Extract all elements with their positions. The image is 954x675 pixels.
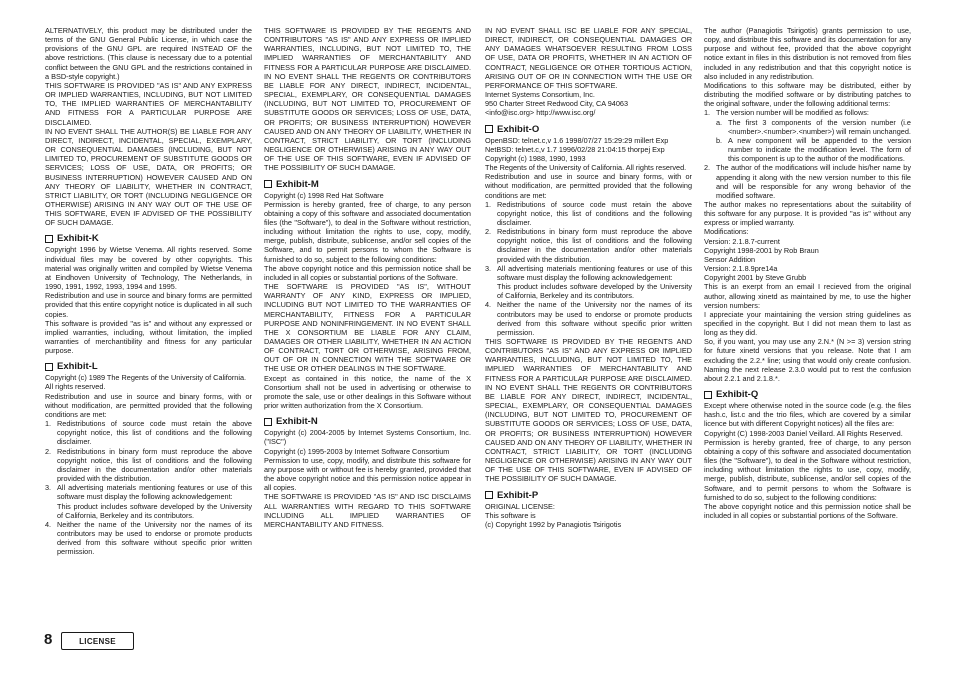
isc-liability: IN NO EVENT SHALL ISC BE LIABLE FOR ANY SPECIAL, DIRECT, INDIRECT, OR CONSEQUENTIAL DAMAGES OR ANY DAMAGES WHATSOEVER RESULTING FROM LOSS OF USE, DATA OR PROFITS, WHETHER IN AN ACTION OF CONTRACT, NEGLIGENCE OR OTHER TORTIOUS ACTION, ARISING OUT OF OR IN CONNECTION WITH THE USE OR PERFORMANCE OF THIS SOFTWARE.: [485, 26, 692, 90]
list-item: [485, 264, 692, 282]
list-item: [485, 300, 692, 337]
modifications-terms: Modifications to this software may be distributed, either by distributing the modified software or by distributing patches to the original software, under the following additional terms:: [704, 80, 911, 109]
list-number: 4.: [45, 519, 52, 529]
list-item: [45, 502, 252, 520]
list-number: a.: [716, 117, 723, 127]
page-number: 8: [44, 631, 53, 648]
exhibit-n-heading: [264, 416, 471, 427]
exhibit-p-title: Exhibit-P: [497, 489, 539, 501]
exhibit-q-notice: The above copyright notice and this permission notice shall be included in all copies or substantial portions of the Software.: [704, 501, 911, 520]
list-text: Neither the name of the University nor the names of its contributors may be used to endorse or promote products derived from this software without specific prior written permission.: [497, 300, 692, 337]
list-text: A new component will be appended to the version number to indicate the modification level. The form of this component is up to the author of the modifications.: [728, 135, 911, 164]
list-text: The author of the modifications will include his/her name by appending it along with the new version number to this file and will be responsible for any wrong behavior of the modified software.: [716, 163, 911, 200]
exhibit-q-permission: Permission is hereby granted, free of charge, to any person obtaining a copy of this software and associated documentation files (the "Software"), to deal in the Software without restriction, including without limitation the rights to use, copy, modify, merge, publish, distribute, sublicense, and/or sell copies of the Software, and to permit persons to whom the Software is furnished to do so, subject to the following conditions:: [704, 437, 911, 502]
exhibit-m-title: Exhibit-M: [276, 178, 319, 190]
exhibit-m-copyright: Copyright (c) 1998 Red Hat Software: [264, 190, 384, 200]
author-terms: [704, 163, 911, 200]
exhibit-l-conditions: [45, 419, 252, 556]
exhibit-q-copyright: Copyright (C) 1998-2003 Daniel Veillard. All Rights Reserved.: [704, 428, 903, 438]
list-text: The first 3 components of the version number (i.e <number>.<number>.<number>) will remain unchanged.: [728, 117, 911, 136]
column-4: [704, 26, 911, 520]
exhibit-q-heading: [704, 389, 911, 400]
list-number: 2.: [704, 163, 711, 173]
list-item: [485, 227, 692, 264]
exhibit-m-as-is: THE SOFTWARE IS PROVIDED "AS IS", WITHOUT WARRANTY OF ANY KIND, EXPRESS OR IMPLIED, INCLUDING BUT NOT LIMITED TO THE WARRANTIES OF MERCHANTABILITY, FITNESS FOR A PARTICULAR PURPOSE AND NONINFRINGEMENT. IN NO EVENT SHALL THE X CONSORTIUM BE LIABLE FOR ANY CLAIM, DAMAGES OR OTHER LIABILITY, WHETHER IN AN ACTION OF CONTRACT, TORT OR OTHERWISE, ARISING FROM, OUT OF OR IN CONNECTION WITH THE SOFTWARE OR THE USE OR OTHER DEALINGS IN THE SOFTWARE.: [264, 282, 471, 374]
list-number: 1.: [485, 199, 492, 209]
exhibit-o-regents: The Regents of the University of California. All rights reserved.: [485, 163, 687, 173]
license-section-tab: LICENSE: [61, 632, 134, 650]
exhibit-l-redistribution: Redistribution and use in source and binary forms, with or without modification, are permitted provided that the following conditions are met:: [45, 391, 252, 419]
exhibit-l-copyright: Copyright (c) 1989 The Regents of the University of California.: [45, 373, 247, 383]
exhibit-o-heading: [485, 124, 692, 135]
list-text: All advertising materials mentioning features or use of this software must display the following acknowledgement:: [497, 263, 692, 282]
list-text: Neither the name of the University nor the names of its contributors may be used to endorse or promote products derived from this software without specific prior written permission.: [57, 519, 252, 557]
exhibit-k-as-is: This software is provided "as is" and without any expressed or implied warranties, including, without limitation, the implied warranties of merchantibility and fitness for any particular purpose.: [45, 318, 252, 356]
version-current: Version: 2.1.8.7-current: [704, 236, 780, 246]
exhibit-q-scope: Except where otherwise noted in the source code (e.g. the files hash.c, list.c and the trio files, which are covered by a similar licence but with different Copyright notices) all the files are:: [704, 401, 911, 429]
checkbox-square-icon: [45, 363, 53, 371]
list-item: [704, 118, 911, 136]
exhibit-k-copyright: Copyright 1996 by Wietse Venema. All rights reserved. Some individual files may be covered by other copyrights. This material was originally written and compiled by Wietse Venema at Eindhoven University of Technology, The Netherlands, in 1990, 1991, 1992, 1993, 1994 and 1995.: [45, 245, 252, 292]
exhibit-o-openbsd: OpenBSD: telnet.c,v 1.6 1998/07/27 15:29:29 millert Exp: [485, 135, 669, 145]
list-item: [704, 163, 911, 200]
email-excerpt-intro: This is an exerpt from an email I recieved from the original author, allowing xinetd as maintained by me, to use the higher version numbers:: [704, 282, 911, 310]
version-terms: [704, 108, 911, 117]
exhibit-o-conditions: [485, 200, 692, 337]
checkbox-square-icon: [485, 125, 493, 133]
list-number: b.: [716, 135, 723, 145]
copyright-grubb: Copyright 2001 by Steve Grubb: [704, 273, 807, 283]
list-text: Redistributions in binary form must reproduce the above copyright notice, this list of conditions and the following disclaimer in the documentation and/or other materials provided with the distribution.: [57, 446, 252, 484]
list-item: [704, 108, 911, 117]
isc-contact: <info@isc.org> http://www.isc.org/: [485, 108, 596, 118]
exhibit-o-netbsd: NetBSD: telnet.c,v 1.7 1996/02/28 21:04:15 thorpej Exp: [485, 144, 665, 154]
exhibit-k-title: Exhibit-K: [57, 233, 99, 245]
list-item: [45, 483, 252, 501]
list-number: 1.: [45, 419, 52, 429]
regents-disclaimer: THIS SOFTWARE IS PROVIDED BY THE REGENTS AND CONTRIBUTORS "AS IS" AND ANY EXPRESS OR IMPLIED WARRANTIES, INCLUDING, BUT NOT LIMITED TO, THE IMPLIED WARRANTIES OF MERCHANTABILITY AND FITNESS FOR A PARTICULAR PURPOSE ARE DISCLAIMED. IN NO EVENT SHALL THE REGENTS OR CONTRIBUTORS BE LIABLE FOR ANY DIRECT, INDIRECT, INCIDENTAL, SPECIAL, EXEMPLARY, OR CONSEQUENTIAL DAMAGES (INCLUDING, BUT NOT LIMITED TO, PROCUREMENT OF SUBSTITUTE GOODS OR SERVICES; LOSS OF USE, DATA, OR PROFITS; OR BUSINESS INTERRUPTION) HOWEVER CAUSED AND ON ANY THEORY OF LIABILITY, WHETHER IN CONTRACT, STRICT LIABILITY, OR TORT (INCLUDING NEGLIGENCE OR OTHERWISE) ARISING IN ANY WAY OUT OF THE USE OF THIS SOFTWARE, EVEN IF ADVISED OF THE POSSIBILITY OF SUCH DAMAGE.: [264, 26, 471, 173]
version-sub-terms: [704, 118, 911, 164]
list-number: 1.: [704, 108, 711, 118]
list-item: [45, 447, 252, 484]
exhibit-p-heading: [485, 490, 692, 501]
modifications-label: Modifications:: [704, 227, 749, 237]
exhibit-m-permission: Permission is hereby granted, free of charge, to any person obtaining a copy of this software and associated documentation files (the "Software"), to deal in the Software without restriction, including without limitation the rights to use, copy, modify, merge, publish, distribute, sublicense, and/or sell copies of the Software, and to permit persons to whom the Software is furnished to do so, subject to the following conditions:: [264, 199, 471, 264]
exhibit-o-copyright: Copyright (c) 1988, 1990, 1993: [485, 153, 586, 163]
checkbox-square-icon: [264, 418, 272, 426]
isc-name: Internet Systems Consortium, Inc.: [485, 90, 595, 100]
version-pre14a: Version: 2.1.8.9pre14a: [704, 264, 778, 274]
list-text: Redistributions of source code must retain the above copyright notice, this list of conditions and the following disclaimer.: [497, 199, 692, 227]
exhibit-n-title: Exhibit-N: [276, 416, 318, 428]
list-text: Redistributions of source code must retain the above copyright notice, this list of conditions and the following disclaimer.: [57, 419, 252, 447]
sensor-addition: Sensor Addition: [704, 254, 756, 264]
list-text: The version number will be modified as follows:: [716, 108, 869, 118]
exhibit-o-title: Exhibit-O: [497, 123, 540, 135]
list-item: [485, 200, 692, 227]
list-number: 4.: [485, 300, 492, 310]
list-number: 3.: [45, 483, 52, 493]
exhibit-l-title: Exhibit-L: [57, 361, 98, 373]
column-3: [485, 26, 692, 529]
warranty-disclaimer: THIS SOFTWARE IS PROVIDED "AS IS" AND ANY EXPRESS OR IMPLIED WARRANTIES, INCLUDING, BUT NOT LIMITED TO, THE IMPLIED WARRANTIES OF MERCHANTABILITY AND FITNESS FOR A PARTICULAR PURPOSE ARE DISCLAIMED.: [45, 80, 252, 127]
exhibit-p-copyright: (c) Copyright 1992 by Panagiotis Tsirigotis: [485, 519, 622, 529]
list-text: This product includes software developed by the University of California, Berkeley and its contributors.: [57, 501, 252, 520]
checkbox-square-icon: [704, 391, 712, 399]
list-number: 3.: [485, 263, 492, 273]
checkbox-square-icon: [45, 235, 53, 243]
list-text: This product includes software developed by the University of California, Berkeley and its contributors.: [497, 282, 692, 301]
exhibit-l-rights: All rights reserved.: [45, 382, 106, 392]
list-text: Redistributions in binary form must reproduce the above copyright notice, this list of conditions and the following disclaimer in the documentation and/or other materials provided with the distribution.: [497, 227, 692, 264]
checkbox-square-icon: [264, 180, 272, 188]
exhibit-o-redistribution: Redistribution and use in source and binary forms, with or without modification, are permitted provided that the following conditions are met:: [485, 172, 692, 200]
exhibit-p-software-is: This software is: [485, 510, 536, 520]
exhibit-m-x-consortium: Except as contained in this notice, the name of the X Consortium shall not be used in advertising or otherwise to promote the sale, use or other dealings in this Software without prior written authorization from the X Consortium.: [264, 373, 471, 411]
exhibit-l-heading: [45, 361, 252, 372]
gpl-alternative-paragraph: ALTERNATIVELY, this product may be distributed under the terms of the GNU General Public License, in which case the provisions of the GNU GPL are required INSTEAD OF the above restrictions. (This clause is necessary due to a potential conflict between the GNU GPL and the restrictions contained in a BSD-style copyright.): [45, 26, 252, 81]
exhibit-n-copyright-internet: Copyright (c) 1995-2003 by Internet Software Consortium: [264, 446, 450, 456]
list-item: [45, 419, 252, 446]
exhibit-n-permission: Permission to use, copy, modify, and distribute this software for any purpose with or without fee is hereby granted, provided that the above copyright notice and this permission notice appear in all copies.: [264, 455, 471, 493]
list-item: [485, 282, 692, 300]
exhibit-n-copyright-isc: Copyright (c) 2004-2005 by Internet Systems Consortium, Inc. ("ISC"): [264, 428, 471, 447]
exhibit-k-heading: [45, 233, 252, 244]
liability-disclaimer: IN NO EVENT SHALL THE AUTHOR(S) BE LIABLE FOR ANY DIRECT, INDIRECT, INCIDENTAL, SPECIAL, EXEMPLARY, OR CONSEQUENTIAL DAMAGES (INCLUDING, BUT NOT LIMITED TO, PROCUREMENT OF SUBSTITUTE GOODS OR SERVICES; LOSS OF USE, DATA, OR PROFITS; OR BUSINESS INTERRUPTION) HOWEVER CAUSED AND ON ANY THEORY OF LIABILITY, WHETHER IN CONTRACT, STRICT LIABILITY, OR TORT (INCLUDING NEGLIGENCE OR OTHERWISE) ARISING IN ANY WAY OUT OF THE USE OF THIS SOFTWARE, EVEN IF ADVISED OF THE POSSIBILITY OF SUCH DAMAGE.: [45, 126, 252, 228]
exhibit-o-disclaimer: THIS SOFTWARE IS PROVIDED BY THE REGENTS AND CONTRIBUTORS "AS IS" AND ANY EXPRESS OR IMPLIED WARRANTIES, INCLUDING, BUT NOT LIMITED TO, THE IMPLIED WARRANTIES OF MERCHANTABILITY AND FITNESS FOR A PARTICULAR PURPOSE ARE DISCLAIMED. IN NO EVENT SHALL THE REGENTS OR CONTRIBUTORS BE LIABLE FOR ANY DIRECT, INDIRECT, INCIDENTAL, SPECIAL, EXEMPLARY, OR CONSEQUENTIAL DAMAGES (INCLUDING, BUT NOT LIMITED TO, PROCUREMENT OF SUBSTITUTE GOODS OR SERVICES; LOSS OF USE, DATA, OR PROFITS; OR BUSINESS INTERRUPTION) HOWEVER CAUSED AND ON ANY THEORY OF LIABILITY, WHETHER IN CONTRACT, STRICT LIABILITY, OR TORT (INCLUDING NEGLIGENCE OR OTHERWISE) ARISING IN ANY WAY OUT OF THE USE OF THIS SOFTWARE, EVEN IF ADVISED OF THE POSSIBILITY OF SUCH DAMAGE.: [485, 337, 692, 484]
copyright-braun: Copyright 1998-2001 by Rob Braun: [704, 245, 819, 255]
list-number: 2.: [45, 446, 52, 456]
column-2: [264, 26, 471, 529]
email-excerpt-2: So, if you want, you may use any 2.N.* (N >= 3) version string for future xinetd versions that you release. Note that I am excluding the 2.2.* line; using that would only create confusion. Naming the next release 2.3.0 would put to rest the confusion about 2.2.1 and 2.1.8.*.: [704, 337, 911, 383]
exhibit-k-redistribution: Redistribution and use in source and binary forms are permitted provided that this entire copyright notice is duplicated in all such copies.: [45, 291, 252, 319]
exhibit-q-title: Exhibit-Q: [716, 389, 759, 401]
tsirigotis-permission: The author (Panagiotis Tsirigotis) grants permission to use, copy, and distribute this software and its documentation for any purpose and without fee, provided that the above copyright notice extant in files in this distribution is not removed from files included in any redistribution and that this copyright notice is also included in any redistribution.: [704, 26, 911, 81]
list-item: [45, 520, 252, 557]
column-1: [45, 26, 252, 556]
exhibit-m-heading: [264, 179, 471, 190]
exhibit-p-original: ORIGINAL LICENSE:: [485, 501, 555, 511]
email-excerpt-1: I appreciate your maintaining the version string guidelines as specified in the copyright. But I did not mean them to last as long as they did.: [704, 309, 911, 338]
isc-address: 950 Charter Street Redwood City, CA 94063: [485, 99, 629, 109]
exhibit-n-as-is: THE SOFTWARE IS PROVIDED "AS IS" AND ISC DISCLAIMS ALL WARRANTIES WITH REGARD TO THIS SOFTWARE INCLUDING ALL IMPLIED WARRANTIES OF MERCHANTABILITY AND FITNESS.: [264, 492, 471, 529]
list-item: [704, 136, 911, 163]
checkbox-square-icon: [485, 491, 493, 499]
no-representations: The author makes no representations about the suitability of this software for any purpose. It is provided "as is" without any express or implied warranty.: [704, 199, 911, 228]
list-number: 2.: [485, 227, 492, 237]
exhibit-m-notice: The above copyright notice and this permission notice shall be included in all copies or substantial portions of the Software.: [264, 263, 471, 282]
list-text: All advertising materials mentioning features or use of this software must display the following acknowledgement:: [57, 483, 252, 502]
